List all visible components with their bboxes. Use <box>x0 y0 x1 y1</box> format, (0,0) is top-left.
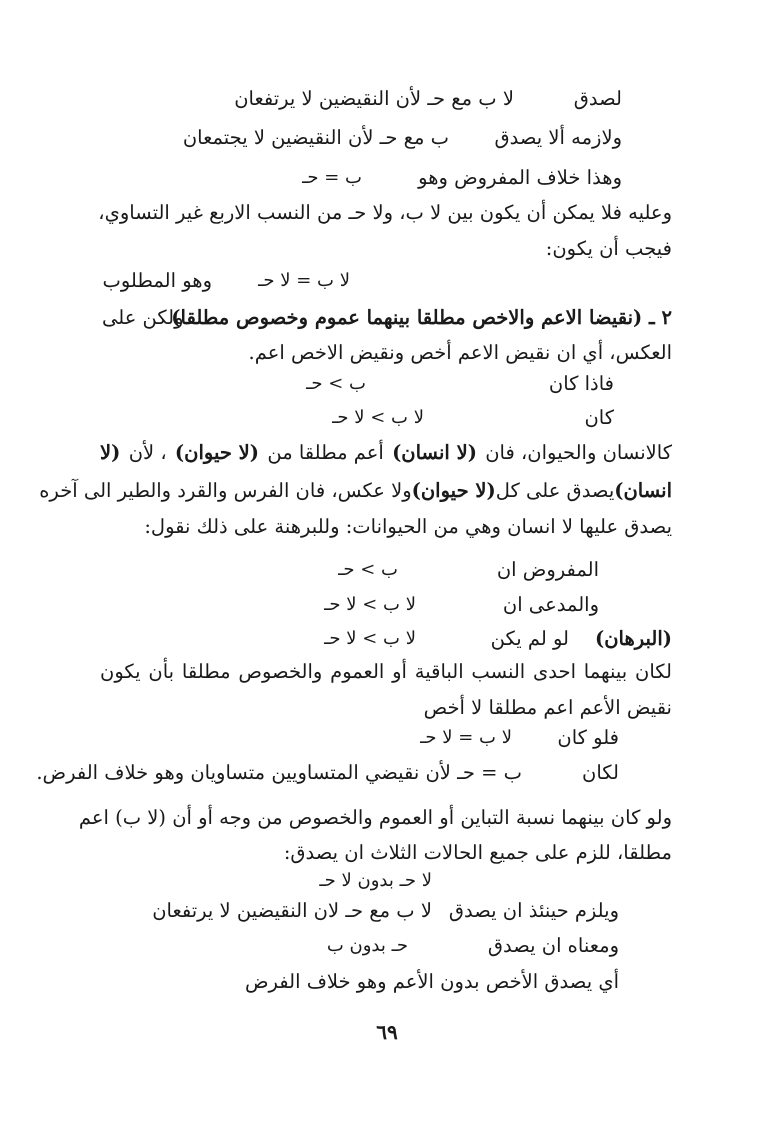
text-span: أعم مطلقا من <box>267 441 384 464</box>
text-line: أي يصدق الأخص بدون الأعم وهو خلاف الفرض <box>244 970 619 993</box>
formula: لا ب = لا حـ <box>258 270 350 291</box>
text-line: مطلقا، للزم على جميع الحالات الثلاث ان يصدق: <box>283 841 672 864</box>
formula: حـ بدون ب <box>326 935 408 956</box>
formula: ب = حـ <box>302 167 362 188</box>
text-line: وعليه فلا يمكن أن يكون بين لا ب، ولا حـ من النسب الاربع غير التساوي، <box>98 201 672 224</box>
text-line: وهذا خلاف المفروض وهو <box>418 166 622 189</box>
bold-term: (لا حيوان) <box>411 479 496 502</box>
bold-term: (لا <box>100 441 121 464</box>
text-line: فيجب أن يكون: <box>545 237 672 260</box>
text-line: لا ب مع حـ لان النقيضين لا يرتفعان <box>152 899 432 922</box>
text-line: نقيض الأعم اعم مطلقا لا أخص <box>423 696 672 719</box>
text-line: ومعناه ان يصدق <box>487 934 619 957</box>
text-line: لا ب مع حـ لأن النقيضين لا يرتفعان <box>234 87 514 110</box>
text-line: لكان <box>582 761 619 784</box>
text-line <box>100 438 672 468</box>
text-line: لو لم يكن <box>490 627 569 650</box>
formula: لا ب = لا حـ <box>420 727 512 748</box>
formula: لا ب > لا حـ <box>324 628 416 649</box>
text-line: ب مع حـ لأن النقيضين لا يجتمعان <box>182 126 449 149</box>
text-line: ولو كان بينهما نسبة التباين أو العموم والخصوص من وجه أو أن (لا ب) اعم <box>78 806 672 829</box>
text-line: والمدعى ان <box>502 593 599 616</box>
formula: ب > حـ <box>306 373 366 394</box>
formula: لا ب > لا حـ <box>332 407 424 428</box>
text-line: وهو المطلوب <box>102 269 212 292</box>
text-line: ولازمه ألا يصدق <box>494 126 622 149</box>
bold-term: (لا انسان) <box>392 441 477 464</box>
text-span: ، لأن <box>128 441 167 464</box>
bold-term: انسان) <box>614 479 672 502</box>
text-line: يصدق عليها لا انسان وهي من الحيوانات: وللبرهنة على ذلك نقول: <box>144 515 672 538</box>
text-line: ويلزم حينئذ ان يصدق <box>448 899 619 922</box>
section-heading: ٢ ـ (نقيضا الاعم والاخص مطلقا بينهما عموم وخصوص مطلقا) <box>171 306 672 329</box>
text-line: فاذا كان <box>548 372 614 395</box>
text-line: لكان بينهما احدى النسب الباقية أو العموم والخصوص مطلقا بأن يكون <box>100 660 672 683</box>
text-line: العكس، أي ان نقيض الاعم أخص ونقيض الاخص اعم. <box>248 341 672 364</box>
text-line: فلو كان <box>557 726 619 749</box>
formula: لا ب > لا حـ <box>324 594 416 615</box>
text-line: لصدق <box>573 87 622 110</box>
page-number: ٦٩ <box>376 1020 398 1044</box>
text-span: كالانسان والحيوان، فان <box>485 441 672 464</box>
bold-term: (البرهان) <box>594 627 672 650</box>
text-line <box>39 476 672 506</box>
formula: لا حـ بدون لا حـ <box>319 870 432 891</box>
text-span: يصدق على كل <box>495 479 615 502</box>
text-span: ولا عكس، فان الفرس والقرد والطير الى آخره <box>39 479 412 502</box>
text-line: المفروض ان <box>496 558 599 581</box>
bold-term: (لا حيوان) <box>174 441 260 464</box>
text-line: ، ولكن على <box>102 306 197 329</box>
text-line: ب = حـ لأن نقيضي المتساويين متساويان وهو خلاف الفرض. <box>36 761 522 784</box>
formula: ب > حـ <box>338 559 398 580</box>
text-line: كان <box>584 406 614 429</box>
